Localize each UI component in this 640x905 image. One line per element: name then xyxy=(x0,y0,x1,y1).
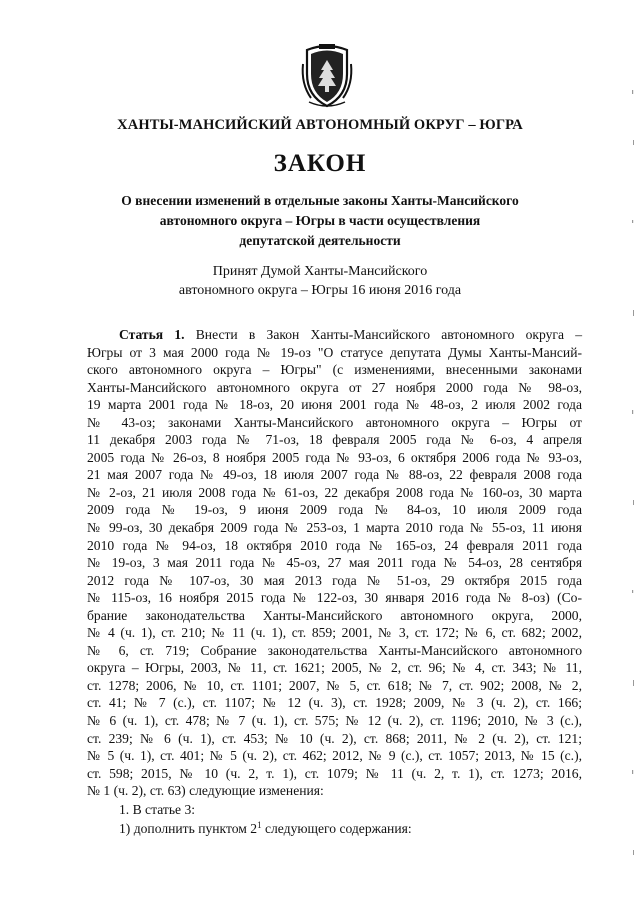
article-line: округа – Югры, 2003, № 11, ст. 1621; 2005, № 2, ст. 96; № 4, ст. 343; № 11, xyxy=(87,660,582,676)
article-line: ст. 239; № 6 (ч. 1), ст. 453; № 10 (ч. 2), ст. 868; 2011, № 2 (ч. 2), ст. 121; xyxy=(87,730,582,746)
article-line: № 2-оз, 21 июля 2008 года № 61-оз, 22 декабря 2008 года № 160-оз, 30 марта xyxy=(87,484,582,500)
coat-of-arms-emblem xyxy=(299,44,355,110)
subitem-superscript: 1 xyxy=(257,819,262,830)
article-line: ст. 41; № 7 (с.), ст. 1107; № 12 (ч. 3), ст. 1928; 2009, № 3 (ч. 2), ст. 166; xyxy=(87,695,582,711)
article-line: 11 декабря 2003 года № 71-оз, 18 февраля 2005 года № 6-оз, 4 апреля xyxy=(87,432,582,448)
article-line: 2012 года № 107-оз, 30 мая 2013 года № 51-оз, 29 октября 2015 года xyxy=(87,572,582,588)
article-line: № 19-оз, 3 мая 2011 года № 45-оз, 27 мая 2011 года № 54-оз, 28 сентября xyxy=(87,555,582,571)
article-line: брание законодательства Ханты-Мансийского автономного округа, 2000, xyxy=(87,607,582,623)
article-line: 2009 года № 19-оз, 9 июня 2009 года № 84-оз, 10 июля 2009 года xyxy=(87,502,582,518)
article-line: 19 марта 2001 года № 18-оз, 20 июня 2001 года № 48-оз, 2 июля 2002 года xyxy=(87,397,582,413)
region-title: ХАНТЫ-МАНСИЙСКИЙ АВТОНОМНЫЙ ОКРУГ – ЮГРА xyxy=(117,117,523,133)
article-line-text: Внести в Закон Ханты-Мансийского автономного округа – xyxy=(184,327,582,342)
adoption-note xyxy=(60,262,580,300)
article-line: Ханты-Мансийского автономного округа от 27 ноября 2000 года № 98-оз, xyxy=(87,379,582,395)
article-line: № 115-оз, 16 ноября 2015 года № 122-оз, 30 января 2016 года № 8-оз) (Со- xyxy=(87,590,582,606)
article-1-text xyxy=(87,326,582,838)
article-line: № 43-оз; законами Ханты-Мансийского автономного округа – Югры от xyxy=(87,414,582,430)
document-type-title: ЗАКОН xyxy=(273,150,367,177)
article-line: 2005 года № 26-оз, 8 ноября 2005 года № 93-оз, 6 октября 2006 года № 93-оз, xyxy=(87,449,582,465)
scan-margin-artifacts xyxy=(630,80,636,880)
adoption-line: Принят Думой Ханты-Мансийского xyxy=(212,264,428,279)
article-line: ст. 598; 2015, № 10 (ч. 2, т. 1), ст. 1079; № 11 (ч. 2, т. 1), ст. 1273; 2016, xyxy=(87,765,582,781)
article-line xyxy=(87,326,582,344)
subject-line: автономного округа – Югры в части осуществления xyxy=(159,213,481,228)
article-line: № 5 (ч. 1), ст. 401; № 5 (ч. 2), ст. 462; 2012, № 9 (с.), ст. 1057; 2013, № 15 (с.), xyxy=(87,748,582,764)
subject-line: депутатской деятельности xyxy=(239,233,401,248)
article-line: № 1 (ч. 2), ст. 63) следующие изменения: xyxy=(87,783,324,799)
amendment-item: 1. В статье 3: xyxy=(119,801,196,817)
article-line: ст. 1278; 2006, № 10, ст. 1101; 2007, № 5, ст. 618; № 7, ст. 902; 2008, № 2, xyxy=(87,677,582,693)
adoption-line: автономного округа – Югры 16 июня 2016 года xyxy=(178,283,462,298)
law-subject xyxy=(60,191,580,251)
article-line: № 6 (ч. 1), ст. 478; № 7 (ч. 1), ст. 575; № 12 (ч. 2), ст. 1196; 2010, № 3 (с.), xyxy=(87,713,582,729)
article-line: ского автономного округа – Югры" (с изменениями, внесенными законами xyxy=(87,362,582,378)
subitem-text: 1) дополнить пунктом 2 xyxy=(119,820,258,836)
amendment-subitem xyxy=(87,819,582,838)
article-line: Югры от 3 мая 2000 года № 19-оз "О статусе депутата Думы Ханты-Мансий- xyxy=(87,344,582,360)
article-line: № 99-оз, 30 декабря 2009 года № 253-оз, 1 марта 2010 года № 55-оз, 11 июня xyxy=(87,520,582,536)
article-line: 2010 года № 94-оз, 18 октября 2010 года № 165-оз, 24 февраля 2011 года xyxy=(87,537,582,553)
subject-line: О внесении изменений в отдельные законы Ханты-Мансийского xyxy=(121,193,519,208)
subitem-text-suffix: следующего содержания: xyxy=(261,820,412,836)
article-line: № 4 (ч. 1), ст. 210; № 11 (ч. 1), ст. 859; 2001, № 3, ст. 172; № 6, ст. 682; 2002, xyxy=(87,625,582,641)
article-line: № 6, ст. 719; Собрание законодательства Ханты-Мансийского автономного xyxy=(87,642,582,658)
article-label: Статья 1. xyxy=(119,327,185,342)
article-line: 21 мая 2007 года № 49-оз, 18 июля 2007 года № 88-оз, 22 февраля 2008 года xyxy=(87,467,582,483)
